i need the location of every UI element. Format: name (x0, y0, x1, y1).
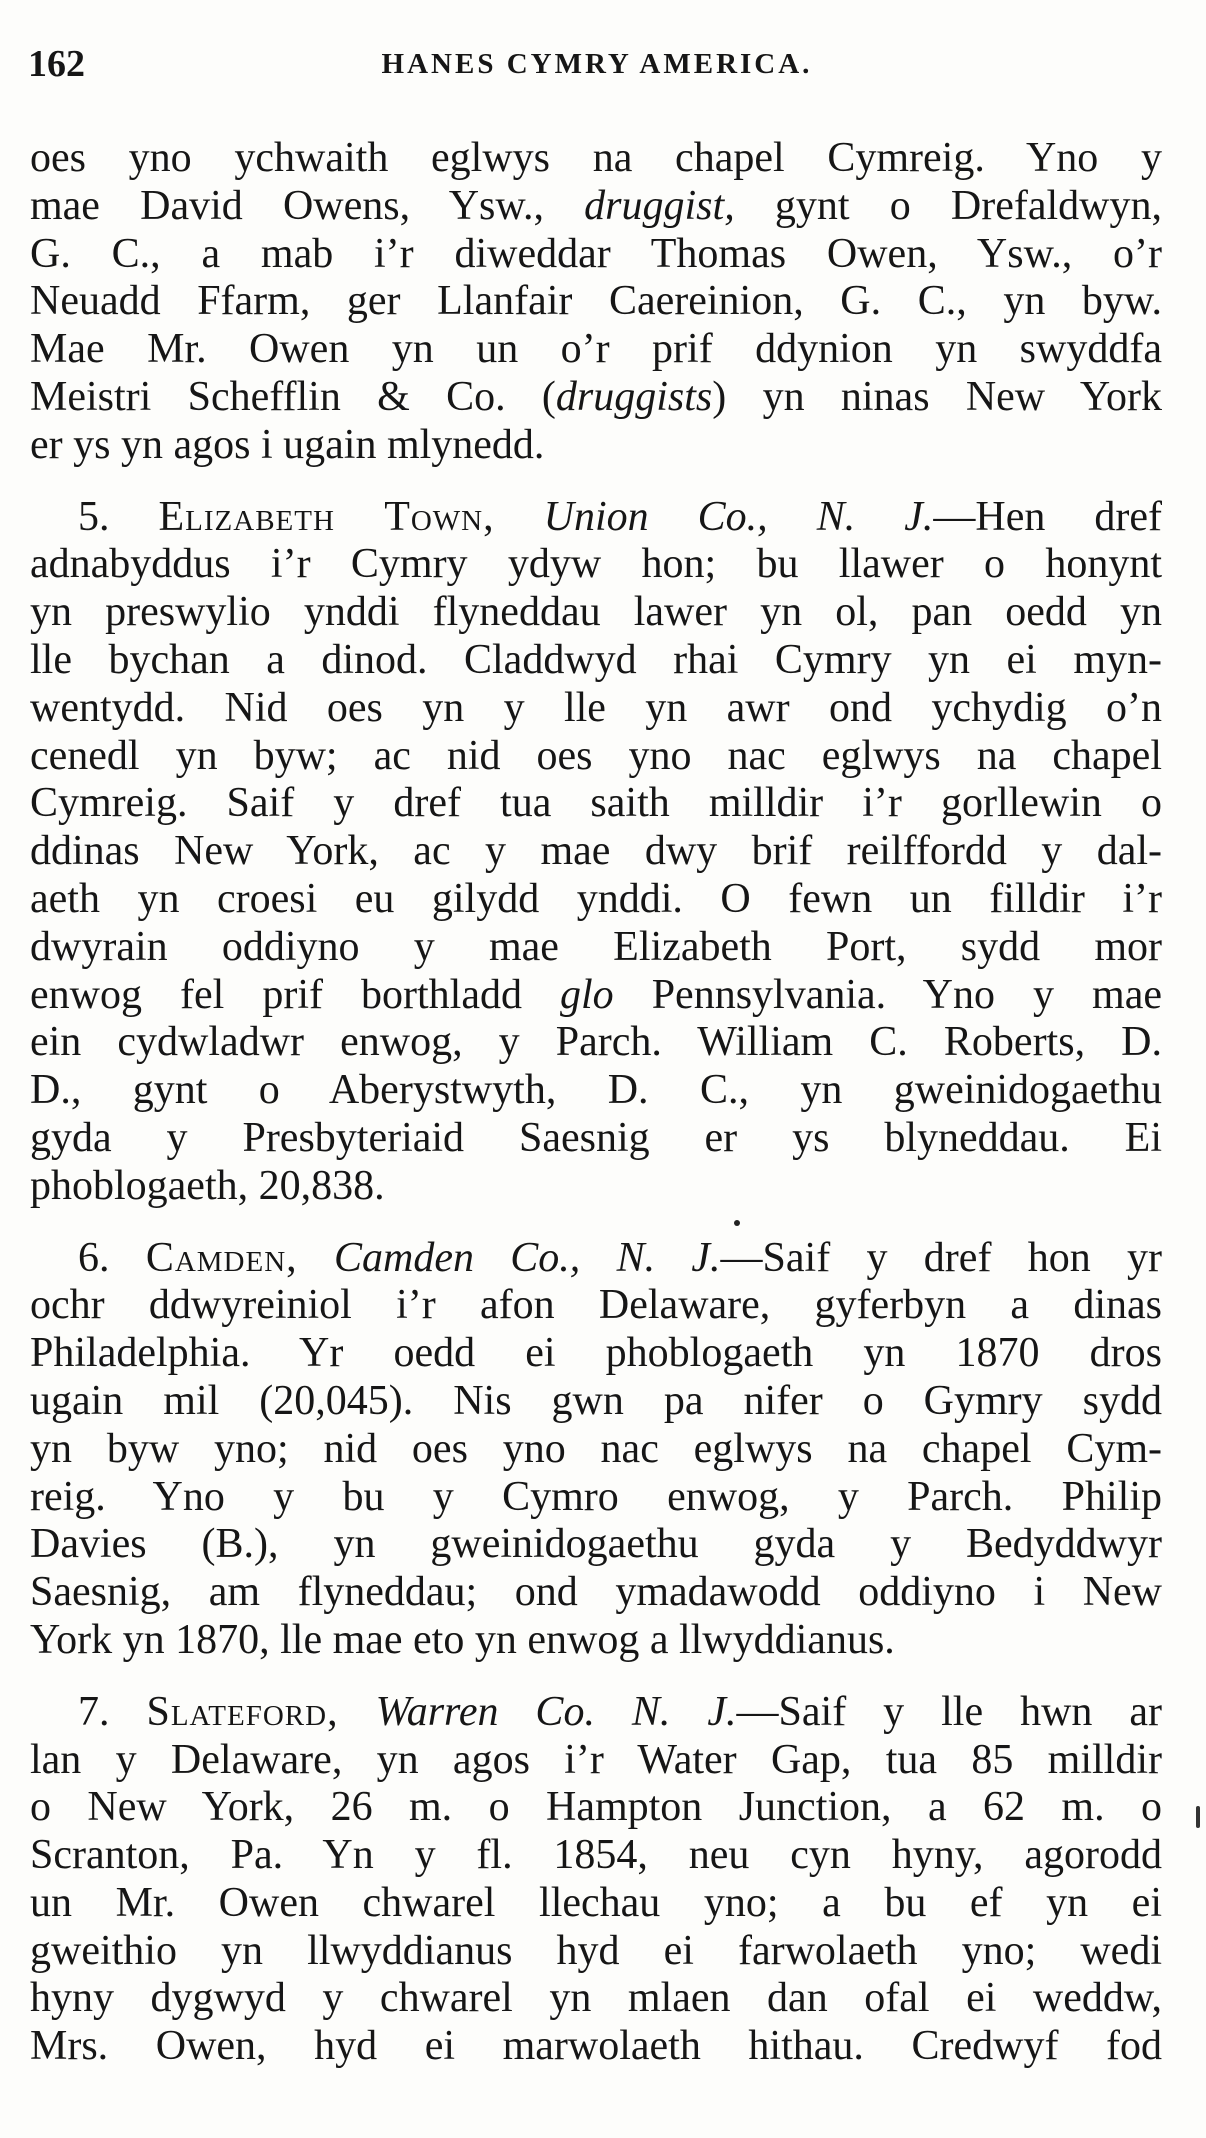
place-name: Slateford, (146, 1688, 339, 1735)
paragraph-2 (30, 494, 1162, 1211)
text-line: Mrs. Owen, hyd ei marwolaeth hithau. Credwyf fod (30, 2023, 1162, 2070)
italic-term: druggists (555, 373, 713, 420)
text-line: Neuadd Ffarm, ger Llanfair Caereinion, G. C., yn byw. (30, 278, 1162, 325)
text-line: ddinas New York, ac y mae dwy brif reilffordd y dal- (30, 828, 1162, 875)
text-line: adnabyddus i’r Cymry ydyw hon; bu llawer o honynt (30, 541, 1162, 588)
place-name: Elizabeth Town, (158, 493, 495, 540)
text-line: phoblogaeth, 20,838. (30, 1162, 385, 1209)
text-line: dwyrain oddiyno y mae Elizabeth Port, sydd mor (30, 923, 1162, 970)
italic-term: glo (560, 971, 614, 1018)
paragraph-1 (30, 135, 1162, 470)
section-heading-line: 6. Camden, Camden Co., N. J.—Saif y dref hon yr (78, 1234, 1163, 1281)
text-line: yn byw yno; nid oes yno nac eglwys na chapel Cym- (30, 1425, 1162, 1472)
text-line: cenedl yn byw; ac nid oes yno nac eglwys na chapel (30, 732, 1162, 779)
county-name: Camden Co., N. J. (333, 1234, 721, 1281)
text-line: wentydd. Nid oes yn y lle yn awr ond ychydig o’n (30, 684, 1162, 731)
county-name: Union Co., N. J. (543, 493, 934, 540)
text-line: aeth yn croesi eu gilydd ynddi. O fewn un filldir i’r (30, 875, 1162, 922)
text-line: ein cydwladwr enwog, y Parch. William C. Roberts, D. (30, 1019, 1162, 1066)
text-line: Cymreig. Saif y dref tua saith milldir i’r gorllewin o (30, 780, 1162, 827)
text-line: Philadelphia. Yr oedd ei phoblogaeth yn 1870 dros (30, 1330, 1162, 1377)
italic-term: druggist, (584, 182, 735, 229)
text-line: Meistri Schefflin & Co. (druggists) yn ninas New York (30, 373, 1162, 420)
text-line: Scranton, Pa. Yn y fl. 1854, neu cyn hyny, agorodd (30, 1832, 1162, 1879)
section-heading-line: 5. Elizabeth Town, Union Co., N. J.—Hen dref (78, 493, 1163, 540)
text-line: oes yno ychwaith eglwys na chapel Cymreig. Yno y (30, 135, 1162, 181)
text-line: un Mr. Owen chwarel llechau yno; a bu ef yn ei (30, 1879, 1162, 1926)
edge-mark (1196, 1806, 1200, 1828)
ink-speck (734, 1220, 740, 1226)
text-line: reig. Yno y bu y Cymro enwog, y Parch. Philip (30, 1473, 1162, 1520)
section-heading-line: 7. Slateford, Warren Co. N. J.—Saif y lle hwn ar (78, 1688, 1163, 1735)
text-line: G. C., a mab i’r diweddar Thomas Owen, Ysw., o’r (30, 230, 1162, 277)
place-name: Camden, (145, 1234, 298, 1281)
text-line: Davies (B.), yn gweinidogaethu gyda y Bedyddwyr (30, 1521, 1162, 1568)
text-line: gyda y Presbyteriaid Saesnig er ys blyneddau. Ei (30, 1114, 1162, 1161)
paragraph-3 (30, 1235, 1162, 1665)
text-line: Saesnig, am flyneddau; ond ymadawodd oddiyno i New (30, 1569, 1162, 1616)
county-name: Warren Co. N. J. (375, 1688, 737, 1735)
text-line: gweithio yn llwyddianus hyd ei farwolaeth yno; wedi (30, 1927, 1162, 1974)
text-line: hyny dygwyd y chwarel yn mlaen dan ofal ei weddw, (30, 1975, 1162, 2022)
text-line: lle bychan a dinod. Claddwyd rhai Cymry yn ei myn- (30, 636, 1162, 683)
text-line: ugain mil (20,045). Nis gwn pa nifer o Gymry sydd (30, 1377, 1162, 1424)
text-line: York yn 1870, lle mae eto yn enwog a llwyddianus. (30, 1616, 895, 1663)
running-title: HANES CYMRY AMERICA. (381, 48, 813, 80)
text-line: enwog fel prif borthladd glo Pennsylvania. Yno y mae (30, 971, 1162, 1018)
text-line: mae David Owens, Ysw., druggist, gynt o Drefaldwyn, (30, 182, 1162, 229)
text-line: lan y Delaware, yn agos i’r Water Gap, tua 85 milldir (30, 1736, 1162, 1783)
text-line: ochr ddwyreiniol i’r afon Delaware, gyferbyn a dinas (30, 1282, 1162, 1329)
text-line: D., gynt o Aberystwyth, D. C., yn gweinidogaethu (30, 1067, 1162, 1114)
text-line: er ys yn agos i ugain mlynedd. (30, 421, 545, 468)
running-head (28, 34, 1166, 94)
text-line: o New York, 26 m. o Hampton Junction, a 62 m. o (30, 1784, 1162, 1831)
paragraph-4 (30, 1689, 1162, 2071)
page-body (30, 135, 1162, 2095)
page-number: 162 (28, 43, 85, 85)
text-line: yn preswylio ynddi flyneddau lawer yn ol, pan oedd yn (30, 589, 1162, 636)
text-line: Mae Mr. Owen yn un o’r prif ddynion yn swyddfa (30, 326, 1162, 373)
